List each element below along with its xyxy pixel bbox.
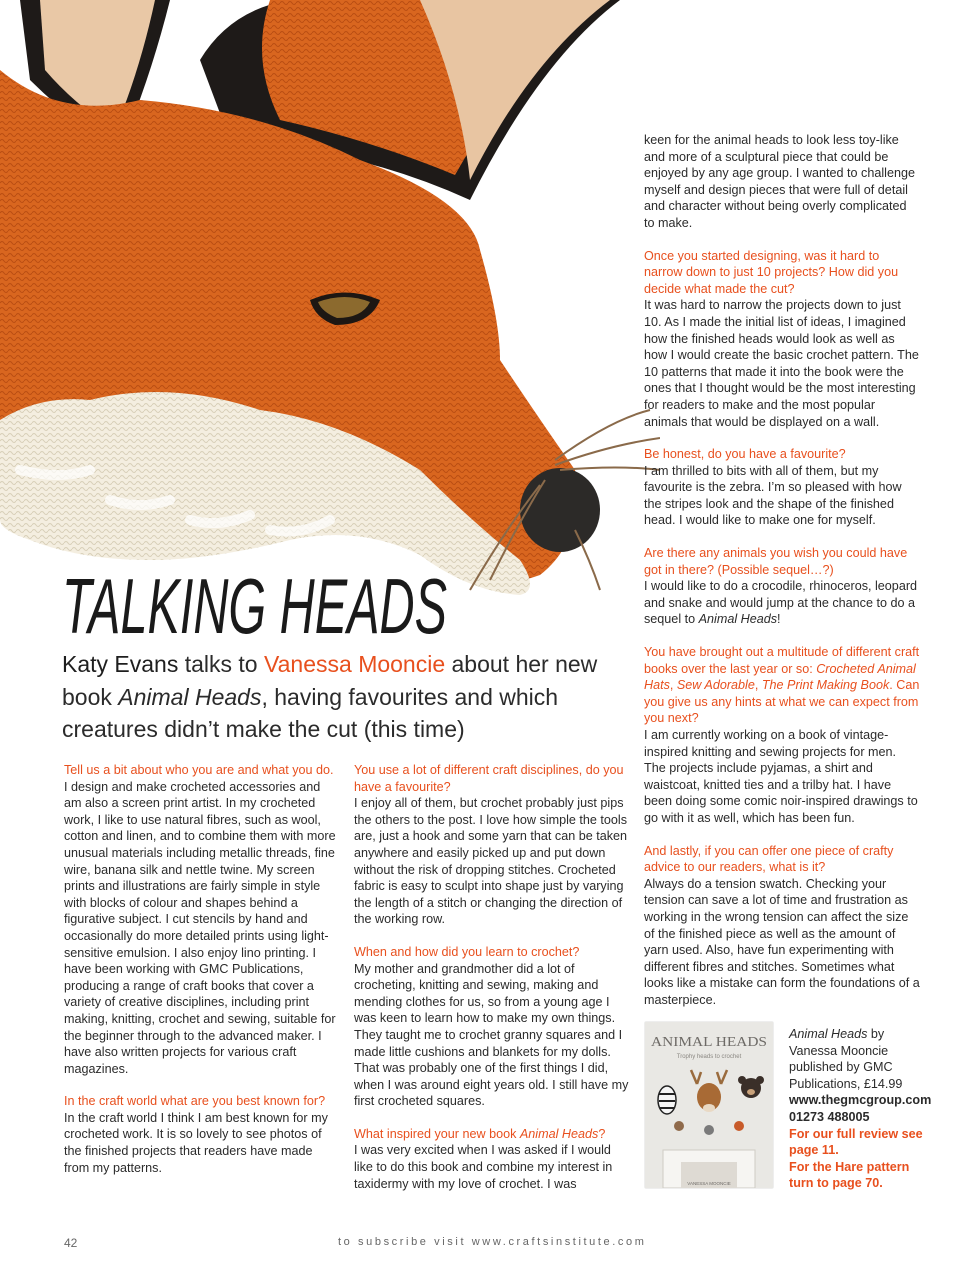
standfirst: Katy Evans talks to Vanessa Mooncie about her new book Animal Heads, having favourites and which creatures didn’t make the cut (this time) xyxy=(62,651,598,742)
author-name: Katy Evans xyxy=(62,651,179,677)
answer: I enjoy all of them, but crochet probably just pips the others to the post. I love how simple the tools are, just a hook and some yarn that can be taken anywhere and easily picked up and put down without the risk of dropping stitches. Crocheted fabric is easy to sculpt into shape just by varying the length of a stitch or changing the direction of the working row. xyxy=(354,796,628,927)
pattern-reference: For the Hare pattern turn to page 70. xyxy=(789,1159,910,1191)
question: Once you started designing, was it hard to narrow down to just 10 projects? How did you decide what made the cut? xyxy=(644,248,899,296)
question: You have brought out a multitude of different craft books over the last year or so: Crocheted Animal Hats, Sew Adorable, The Print Making Book. Can you give us any hints at what we can expect from you next? xyxy=(644,645,920,726)
title-text: TALKING HEADS xyxy=(62,562,447,650)
question: Tell us a bit about who you are and what you do. xyxy=(64,763,334,777)
cover-subtitle: Trophy heads to crochet xyxy=(676,1054,742,1060)
column-1 xyxy=(64,762,340,1192)
answer: I would like to do a crocodile, rhinoceros, leopard and snake and would jump at the chance to do a sequel to Animal Heads! xyxy=(644,579,918,627)
question: What inspired your new book Animal Heads? xyxy=(354,1126,606,1141)
answer: I design and make crocheted accessories and am also a screen print artist. In my crocheted work, I like to use natural fibres, such as wool, cotton and linen, and to combine them with more unusual materials including metallic threads, fine wire, banana silk and nettle twine. My screen prints and illustrations are fairly simple in style with blocks of colour and shapes behind a figurative subject. I cut stencils by hand and occasionally do more detailed prints using light-sensitive emulsion. I also enjoy lino printing. I have been working with GMC Publications, producing a range of craft books that cover a variety of creative disciplines, including print making, knitting, crochet and sewing, suitable for the beginner through to the advanced maker. I have also written projects for various craft magazines. xyxy=(64,779,336,1076)
answer: My mother and grandmother did a lot of crocheting, knitting and sewing, making and mending clothes for us, so from a young age I was keen to learn how to make my own things. They taught me to crochet granny squares and I made little cushions and blankets for my dolls. That was probably one of the first things I did, when I was around eight years old. I still have my first crocheted squares. xyxy=(354,961,629,1109)
publisher-contact: www.thegmcgroup.com 01273 488005 xyxy=(789,1093,932,1124)
question: When and how did you learn to crochet? xyxy=(354,944,580,959)
column-3 xyxy=(644,132,920,1025)
page-number: 42 xyxy=(64,1236,78,1250)
book-cover-art xyxy=(645,1022,773,1188)
cover-author: VANESSA MOONCIE xyxy=(687,1181,731,1186)
book-caption: Animal Heads by Vanessa Mooncie published by GMC Publications, £14.99 www.thegmcgroup.com 01273 488005 For our full review see page 11. For the Hare pattern turn to page 70. xyxy=(789,1027,932,1191)
zebra-head-icon xyxy=(658,1086,676,1114)
answer: Always do a tension swatch. Checking your tension can save a lot of time and frustration as working in the wrong tension can affect the size of the finished piece as well as the amount of yarn used. Also, have fun experimenting with different fibres and stitches. Sometimes what looks like a mistake can form the foundations of a masterpiece. xyxy=(644,876,920,1007)
answer: I was very excited when I was asked if I would like to do this book and combine my interest in taxidermy with my love of crochet. I was xyxy=(354,1143,613,1191)
question: Be honest, do you have a favourite? xyxy=(644,447,846,462)
book-cover-image xyxy=(645,1022,773,1188)
question: In the craft world what are you best known for? xyxy=(64,1094,326,1109)
answer: I am currently working on a book of vintage-inspired knitting and sewing projects for men. The projects include pyjamas, a shirt and waistcoat, knitted ties and a trilby hat. I have been doing some comic noir-inspired drawings to go with it as well, which has been fun. xyxy=(644,728,918,825)
book-title: Animal Heads xyxy=(118,683,262,710)
subject-name: Vanessa Mooncie xyxy=(264,651,446,677)
answer: keen for the animal heads to look less toy-like and more of a sculptural piece that could be enjoyed by any age group. I wanted to challenge myself and design pieces that were full of detail and character without being overly complicated to make. xyxy=(644,133,915,230)
fox-nose xyxy=(520,468,600,552)
subscribe-footer: to subscribe visit www.craftsinstitute.com xyxy=(338,1236,647,1248)
review-reference: For our full review see page 11. xyxy=(789,1126,923,1158)
question: You use a lot of different craft disciplines, do you have a favourite? xyxy=(354,763,624,794)
column-2 xyxy=(354,762,630,1208)
question: And lastly, if you can offer one piece of crafty advice to our readers, what is it? xyxy=(644,843,894,875)
answer: In the craft world I think I am best known for my crocheted work. It is so lovely to see photos of the finished projects that readers have made from my patterns. xyxy=(64,1110,328,1175)
article-title xyxy=(62,548,482,660)
answer: I am thrilled to bits with all of them, but my favourite is the zebra. I’m so pleased with how the stripes look and the shape of the finished head. I would like to make one for myself. xyxy=(644,463,902,528)
cover-title: ANIMAL HEADS xyxy=(651,1035,767,1050)
answer: It was hard to narrow the projects down to just 10. As I made the initial list of ideas, I imagined how the finished heads would look as well as how I would create the basic crochet pattern. The 10 patterns that made it into the book were the ones that I thought would be the most interesting for readers to make and the most popular animals that would be displayed on a wall. xyxy=(644,298,919,429)
crochet-fox-head-photo xyxy=(0,0,660,600)
question: Are there any animals you wish you could have got in there? (Possible sequel…?) xyxy=(644,546,908,577)
